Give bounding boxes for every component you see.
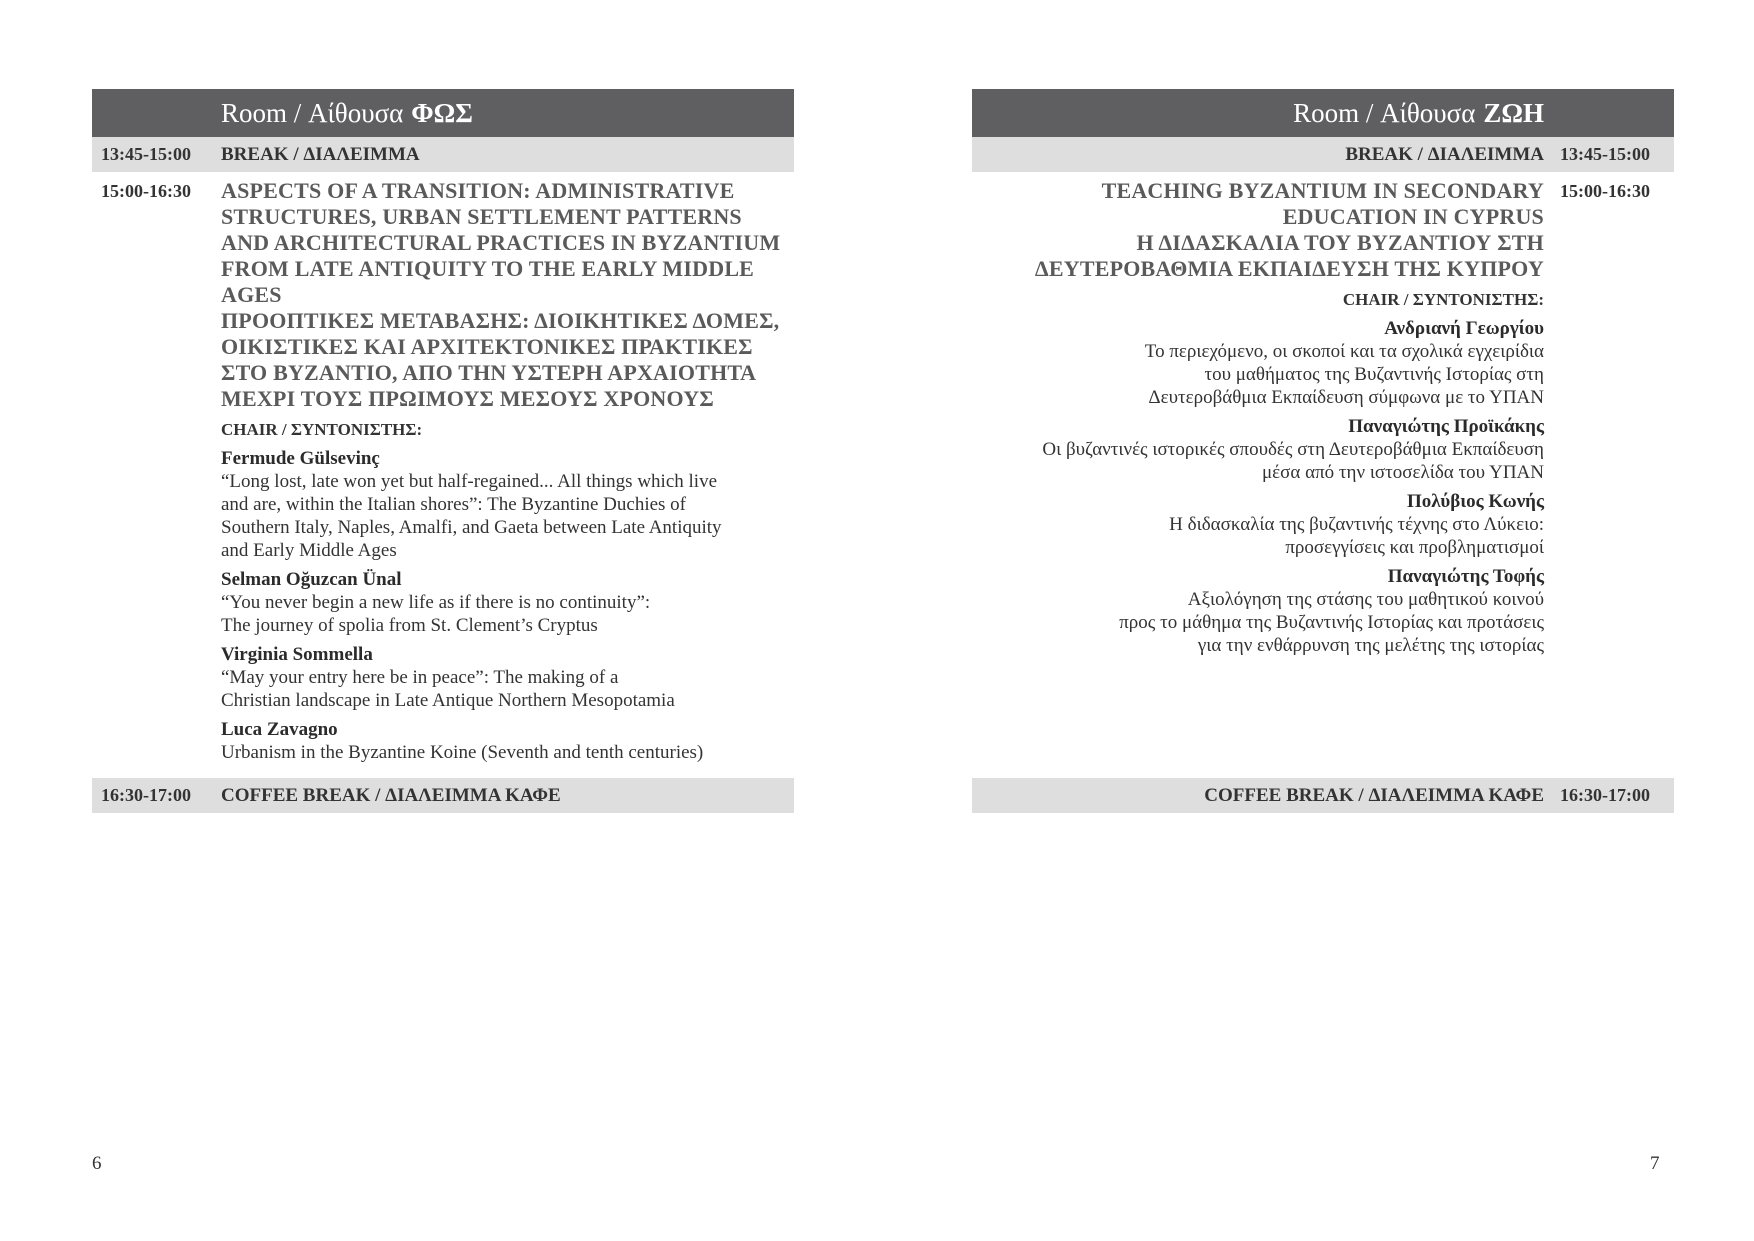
- talk-item: [221, 643, 786, 712]
- coffee-break-row: [972, 778, 1674, 813]
- talk-title: “Long lost, late won yet but half-regained... All things which live and are, within the Italian shores”: The Byzantine Duchies of Southern Italy, Naples, Amalfi, and Gaeta between Late Antiquity and Early Middle Ages: [221, 471, 722, 561]
- coffee-break-time: 16:30-17:00: [1560, 785, 1650, 805]
- talk-item: [221, 568, 786, 637]
- right-page: [972, 89, 1674, 813]
- talk-item: [972, 415, 1544, 484]
- room-prefix: Room / Αίθουσα: [221, 97, 404, 128]
- talk-title: Urbanism in the Byzantine Koine (Seventh and tenth centuries): [221, 742, 704, 763]
- talk-item: [972, 565, 1544, 657]
- break-row: [972, 137, 1674, 172]
- room-name: ΦΩΣ: [411, 97, 473, 128]
- talk-item: [221, 718, 786, 764]
- break-time: 13:45-15:00: [101, 144, 191, 164]
- speaker-name: Luca Zavagno: [221, 719, 338, 740]
- speaker-name: Πολύβιος Κωνής: [1407, 491, 1544, 512]
- session-content: [972, 178, 1544, 774]
- talk-item: [221, 447, 786, 562]
- coffee-break-label: COFFEE BREAK / ΔΙΑΛΕΙΜΜΑ ΚΑΦΕ: [1204, 784, 1544, 806]
- talk-item: [972, 317, 1544, 409]
- session-row: [972, 172, 1674, 778]
- session-title-gr: ΠΡΟΟΠΤΙΚΕΣ ΜΕΤΑΒΑΣΗΣ: ΔΙΟΙΚΗΤΙΚΕΣ ΔΟΜΕΣ, ΟΙΚΙΣΤΙΚΕΣ ΚΑΙ ΑΡΧΙΤΕΚΤΟΝΙΚΕΣ ΠΡΑΚΤΙΚΕΣ ΣΤΟ ΒΥΖΑΝΤΙΟ, ΑΠΟ ΤΗΝ ΥΣΤΕΡΗ ΑΡΧΑΙΟΤΗΤΑ ΜΕΧΡΙ ΤΟΥΣ ΠΡΩΙΜΟΥΣ ΜΕΣΟΥΣ ΧΡΟΝΟΥΣ: [221, 308, 780, 411]
- session-time: 15:00-16:30: [1560, 181, 1650, 201]
- session-title-gr: Η ΔΙΔΑΣΚΑΛΙΑ ΤΟΥ ΒΥΖΑΝΤΙΟΥ ΣΤΗ ΔΕΥΤΕΡΟΒΑΘΜΙΑ ΕΚΠΑΙΔΕΥΣΗ ΤΗΣ ΚΥΠΡΟΥ: [1034, 230, 1544, 281]
- talk-title: “May your entry here be in peace”: The making of a Christian landscape in Late Antique Northern Mesopotamia: [221, 667, 675, 711]
- talk-item: [972, 490, 1544, 559]
- break-row: [92, 137, 794, 172]
- session-time: 15:00-16:30: [101, 181, 191, 201]
- speaker-name: Selman Oğuzcan Ünal: [221, 569, 402, 590]
- session-title-en: ASPECTS OF A TRANSITION: ADMINISTRATIVE STRUCTURES, URBAN SETTLEMENT PATTERNS AND ARCHITECTURAL PRACTICES IN BYZANTIUM FROM LATE ANTIQUITY TO THE EARLY MIDDLE AGES: [221, 178, 781, 307]
- speaker-name: Ανδριανή Γεωργίου: [1384, 318, 1544, 339]
- chair-label: CHAIR / ΣΥΝΤΟΝΙΣΤΗΣ:: [1342, 290, 1544, 309]
- room-header: [92, 89, 794, 137]
- coffee-break-time: 16:30-17:00: [101, 785, 191, 805]
- room-prefix: Room / Αίθουσα: [1293, 97, 1476, 128]
- speaker-name: Παναγιώτης Τοφής: [1387, 566, 1544, 587]
- coffee-break-label: COFFEE BREAK / ΔΙΑΛΕΙΜΜΑ ΚΑΦΕ: [221, 784, 561, 806]
- talk-title: “You never begin a new life as if there is no continuity”: The journey of spolia from St. Clement’s Cryptus: [221, 592, 651, 636]
- talk-title: Το περιεχόμενο, οι σκοποί και τα σχολικά εγχειρίδια του μαθήματος της Βυζαντινής Ιστορίας στη Δευτεροβάθμια Εκπαίδευση σύμφωνα με το ΥΠΑΝ: [1144, 341, 1544, 408]
- break-time: 13:45-15:00: [1560, 144, 1650, 164]
- break-label: BREAK / ΔΙΑΛΕΙΜΜΑ: [221, 143, 420, 165]
- room-header: [972, 89, 1674, 137]
- session-row: [92, 172, 794, 778]
- break-label: BREAK / ΔΙΑΛΕΙΜΜΑ: [1345, 143, 1544, 165]
- session-content: [221, 178, 794, 774]
- speaker-name: Παναγιώτης Προϊκάκης: [1348, 416, 1544, 437]
- page-number: 6: [92, 1153, 102, 1174]
- coffee-break-row: [92, 778, 794, 813]
- chair-label: CHAIR / ΣΥΝΤΟΝΙΣΤΗΣ:: [221, 420, 423, 439]
- talk-title: Αξιολόγηση της στάσης του μαθητικού κοινού προς το μάθημα της Βυζαντινής Ιστορίας και προτάσεις για την ενθάρρυνση της μελέτης της ιστορίας: [1119, 589, 1544, 656]
- room-name: ΖΩΗ: [1483, 97, 1544, 128]
- page-number: 7: [1650, 1153, 1660, 1174]
- speaker-name: Virginia Sommella: [221, 644, 373, 665]
- talk-title: Η διδασκαλία της βυζαντινής τέχνης στο Λύκειο: προσεγγίσεις και προβληματισμοί: [1169, 514, 1544, 558]
- speaker-name: Fermude Gülsevinç: [221, 448, 380, 469]
- left-page: [92, 89, 794, 813]
- talk-title: Οι βυζαντινές ιστορικές σπουδές στη Δευτεροβάθμια Εκπαίδευση μέσα από την ιστοσελίδα του ΥΠΑΝ: [1042, 439, 1544, 483]
- session-title-en: TEACHING BYZANTIUM IN SECONDARY EDUCATION IN CYPRUS: [1101, 178, 1544, 229]
